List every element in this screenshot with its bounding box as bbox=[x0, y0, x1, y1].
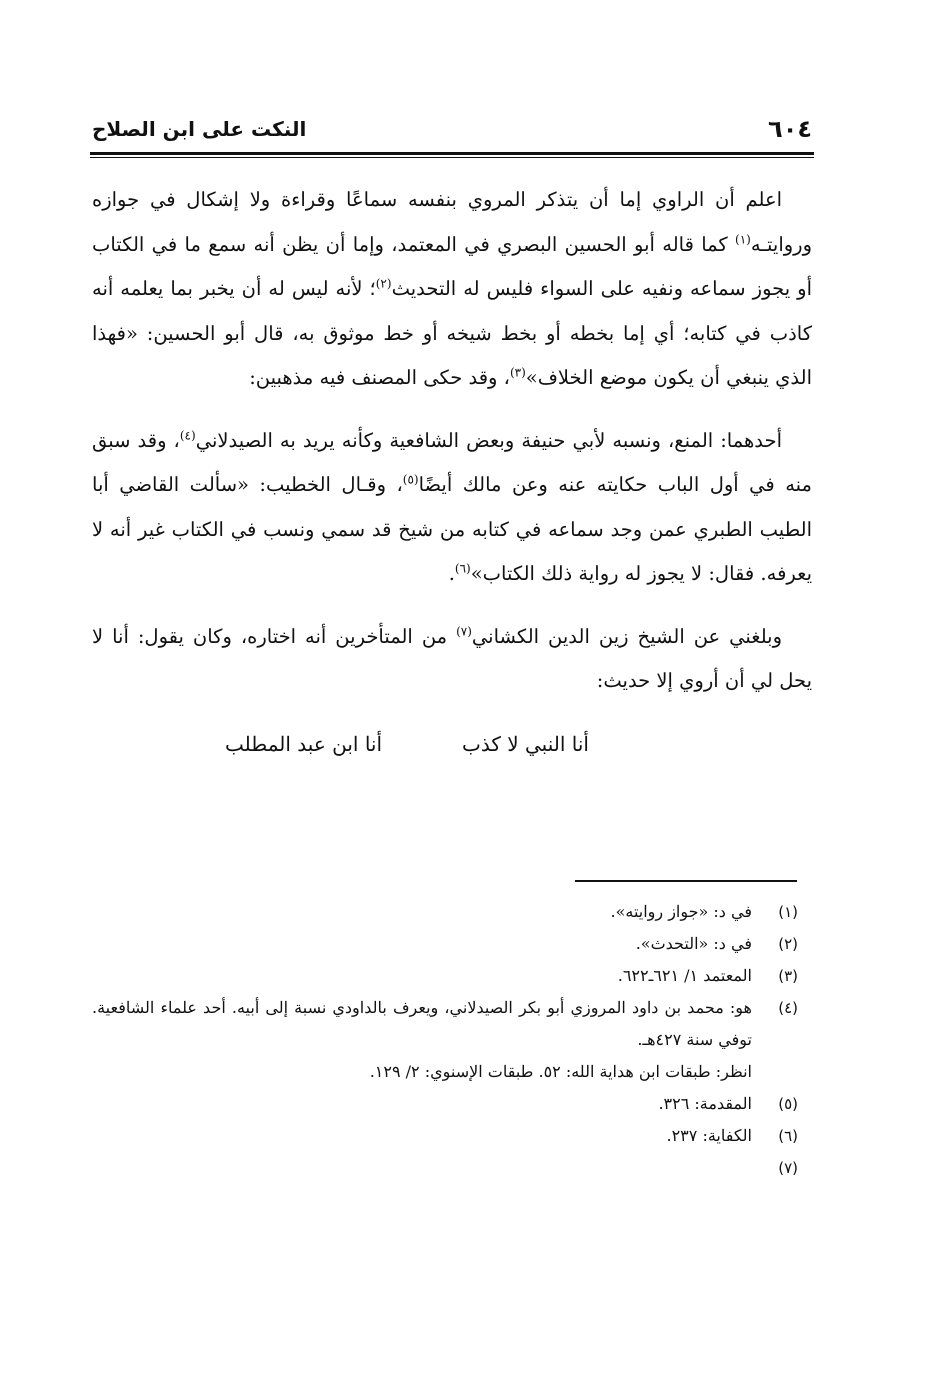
footnote-ref-6[interactable]: (٦) bbox=[454, 561, 471, 576]
footnote-text: في د: «جواز روايته». bbox=[610, 902, 752, 921]
footnote-ref-7[interactable]: (٧) bbox=[456, 624, 472, 638]
footnote-2 bbox=[92, 928, 798, 960]
footnote-number: (٢) bbox=[778, 935, 798, 953]
running-header bbox=[92, 112, 812, 146]
text-span: ، وقـال الخطيب: «سألت القاضي أبا الطيب الطبري عمن وجد سماعه في كتابه من شيخ قد سمي ونسب في الكتاب غير أنه لا يعرفه. فقال: لا يجوز له رواية ذلك الكتاب» bbox=[92, 473, 812, 585]
footnote-text: المعتمد ١/ ٦٢١ـ٦٢٢. bbox=[617, 966, 752, 985]
footnote-number: (١) bbox=[778, 903, 798, 921]
text-span: وبلغني عن الشيخ زين الدين الكشاني bbox=[471, 624, 782, 648]
footnote-ref-4[interactable]: (٤) bbox=[179, 428, 196, 442]
footnote-3 bbox=[92, 960, 798, 992]
footnote-text bbox=[92, 1152, 752, 1184]
paragraph-1 bbox=[92, 178, 812, 401]
verse-hemistich-2: أنا ابن عبد المطلب bbox=[225, 731, 383, 756]
footnote-number: (٦) bbox=[778, 1127, 798, 1145]
footnote-separator bbox=[575, 880, 797, 882]
footnote-4 bbox=[92, 992, 798, 1056]
footnote-text: المقدمة: ٣٢٦. bbox=[658, 1094, 752, 1113]
footnote-number: (٤) bbox=[778, 999, 798, 1017]
paragraph-2 bbox=[92, 419, 812, 597]
verse-hemistich-1: أنا النبي لا كذب bbox=[462, 731, 589, 756]
text-span: كما قاله أبو الحسين البصري في المعتمد، وإما أن يظن أنه سمع ما في الكتاب أو يجوز سماعه ونفيه على السواء فليس له التحديث bbox=[92, 232, 812, 300]
footnote-number: (٧) bbox=[778, 1159, 798, 1177]
text-span: ؛ لأنه ليس له أن يخبر بما يعلمه أنه كاذب في كتابه؛ أي إما بخطه أو بخط شيخه أو خط موثوق به، قال أبو الحسين: «فهذا الذي ينبغي أن يكون موضع الخلاف» bbox=[92, 277, 812, 389]
text-span: من المتأخرين أنه اختاره، وكان يقول: أنا لا يحل لي أن أروي إلا حديث: bbox=[92, 624, 812, 692]
footnote-4-continuation bbox=[92, 1056, 798, 1088]
footnote-number: (٣) bbox=[778, 967, 798, 985]
footnote-text: في د: «التحدث». bbox=[635, 934, 752, 953]
verse bbox=[92, 722, 812, 767]
text-span: . bbox=[448, 562, 455, 585]
header-rule bbox=[90, 152, 814, 158]
footnote-ref-5[interactable]: (٥) bbox=[402, 472, 419, 487]
page-number: ٦٠٤ bbox=[768, 115, 812, 143]
text-span: اعلم أن الراوي إما أن يتذكر المروي بنفسه سماعًا وقراءة ولا إشكال في جوازه وروايتـه bbox=[92, 188, 812, 256]
main-text bbox=[92, 178, 812, 766]
paragraph-3 bbox=[92, 615, 812, 704]
text-span: أحدهما: المنع، ونسبه لأبي حنيفة وبعض الشافعية وكأنه يريد به الصيدلاني bbox=[195, 428, 782, 452]
footnote-1 bbox=[92, 896, 798, 928]
footnote-text: هو: محمد بن داود المروزي أبو بكر الصيدلاني، ويعرف بالداودي نسبة إلى أبيه. أحد علماء الشافعية. توفي سنة ٤٢٧هـ. bbox=[92, 998, 752, 1049]
footnote-text: انظر: طبقات ابن هداية الله: ٥٢. طبقات الإسنوي: ٢/ ١٢٩. bbox=[369, 1062, 752, 1081]
footnotes bbox=[92, 896, 798, 1184]
footnote-ref-1[interactable]: (١) bbox=[735, 232, 751, 246]
footnote-ref-2[interactable]: (٢) bbox=[375, 276, 392, 291]
footnote-7 bbox=[92, 1152, 798, 1184]
footnote-6 bbox=[92, 1120, 798, 1152]
running-title: النكت على ابن الصلاح bbox=[92, 117, 307, 141]
footnote-ref-3[interactable]: (٣) bbox=[509, 365, 526, 380]
text-span: ، وقد سبق منه في أول الباب حكايته عنه وعن مالك أيضًا bbox=[92, 428, 812, 496]
footnote-number: (٥) bbox=[778, 1095, 798, 1113]
text-span: ، وقد حكى المصنف فيه مذهبين: bbox=[249, 366, 510, 389]
footnote-text: الكفاية: ٢٣٧. bbox=[666, 1126, 752, 1145]
footnote-5 bbox=[92, 1088, 798, 1120]
